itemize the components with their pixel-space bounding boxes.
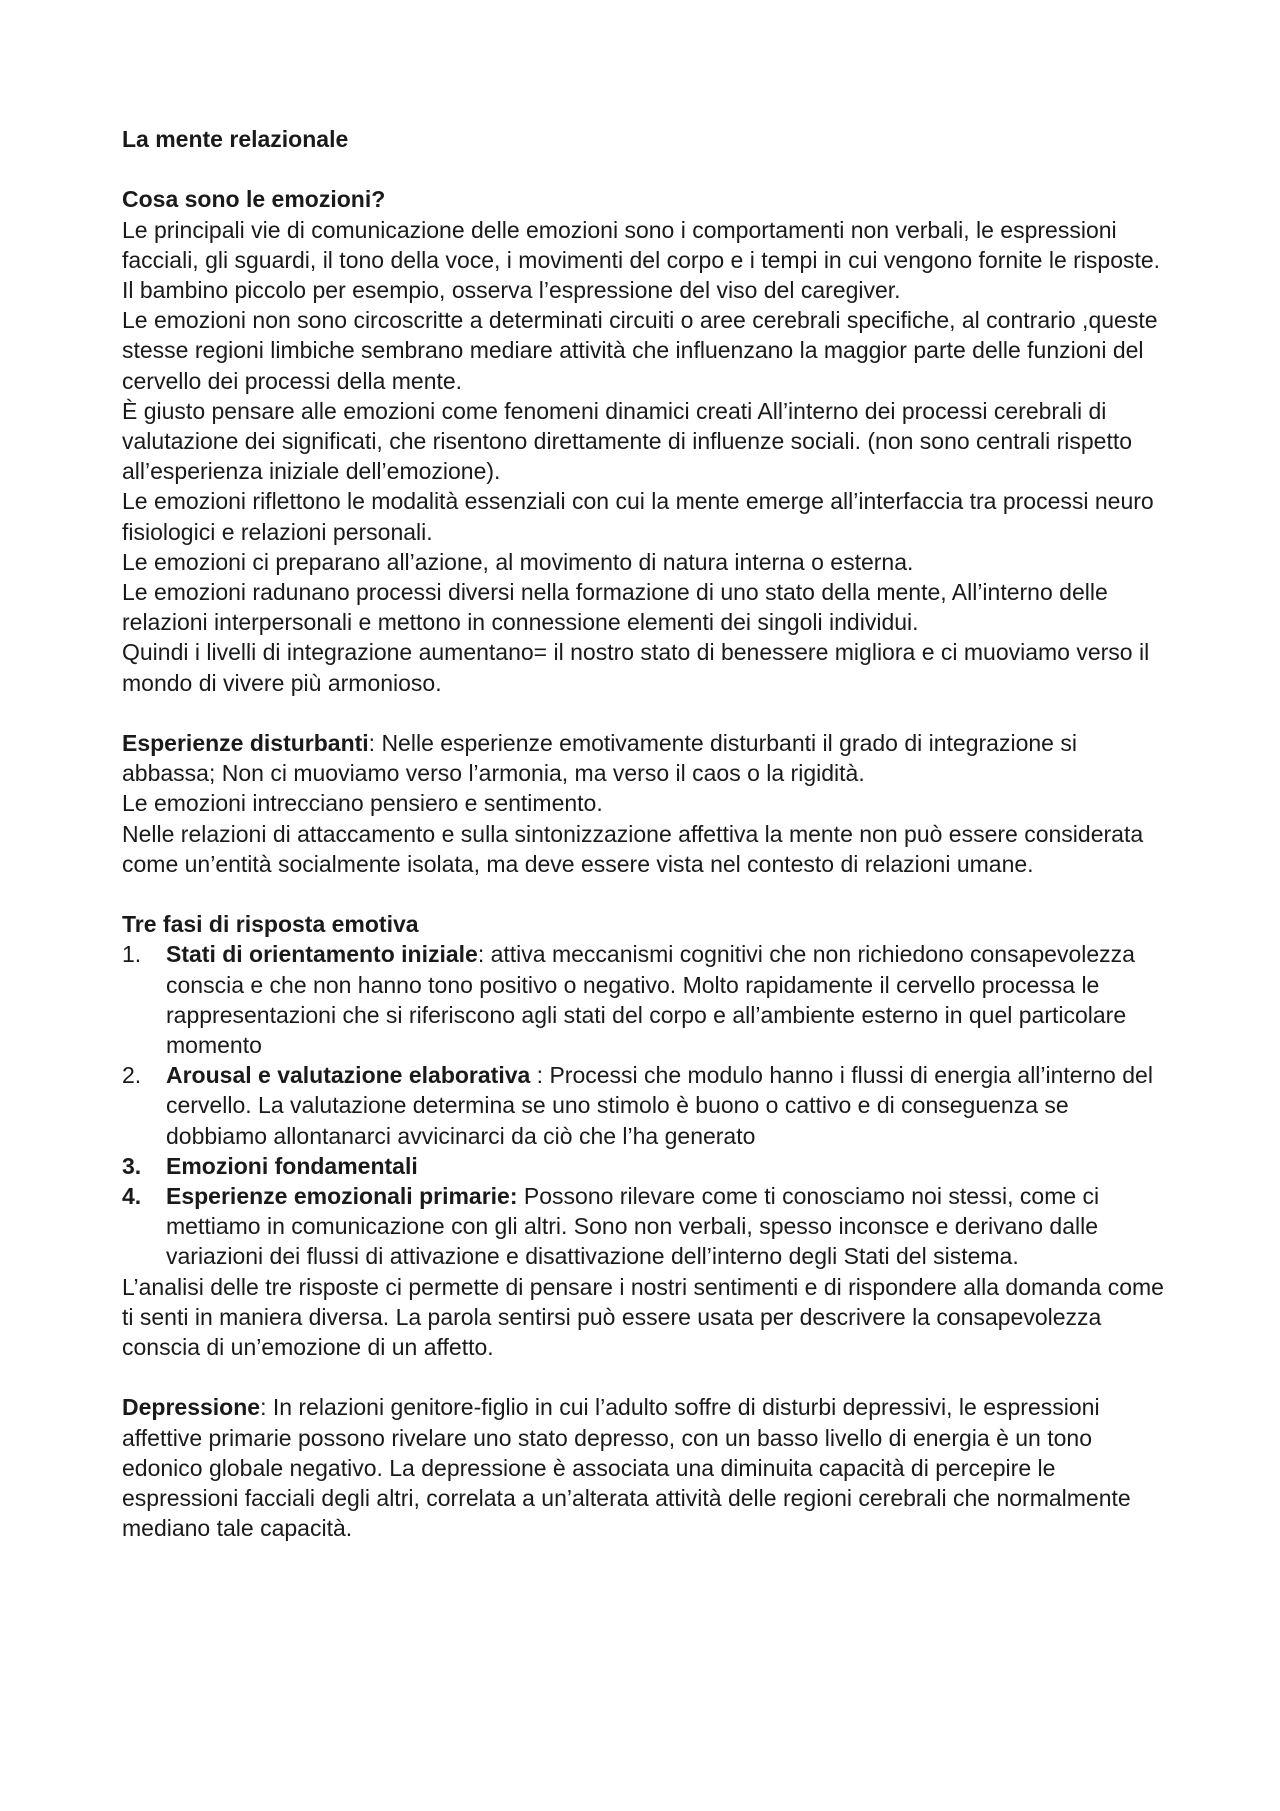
- term-label: Depressione: [122, 1394, 261, 1421]
- section-depressione: [122, 1392, 1172, 1543]
- paragraph: Le emozioni non sono circoscritte a determinati circuiti o aree cerebrali specifiche, al contrario ,queste stesse regioni limbiche sembrano mediare attività che influenzano la maggior parte delle funzioni del cervello dei processi della mente.: [122, 307, 1158, 394]
- term-text: : Nelle esperienze emotivamente disturbanti il grado di integrazione si abbassa; Non ci muoviamo verso l’armonia, ma verso il caos o la rigidità.: [122, 730, 1077, 787]
- section-tre-fasi: [122, 909, 1172, 1362]
- paragraph: L’analisi delle tre risposte ci permette di pensare i nostri sentimenti e di rispondere alla domanda come ti senti in maniera diversa. La parola sentirsi può essere usata per descrivere la consapevolezza conscia di un’emozione di un affetto.: [122, 1273, 1164, 1361]
- paragraph: Le emozioni intrecciano pensiero e sentimento.: [122, 790, 603, 817]
- paragraph: [122, 728, 1172, 788]
- paragraph: Nelle relazioni di attaccamento e sulla sintonizzazione affettiva la mente non può essere considerata come un’entità socialmente isolata, ma deve essere vista nel contesto di relazioni umane.: [122, 820, 1144, 877]
- term-label: Esperienze disturbanti: [122, 730, 369, 757]
- list-number: 3.: [122, 1152, 142, 1179]
- list-item: [122, 1151, 1172, 1181]
- section-esperienze-disturbanti: [122, 728, 1172, 879]
- term-label: Arousal e valutazione elaborativa: [166, 1062, 531, 1089]
- document-title: La mente relazionale: [122, 126, 349, 152]
- list-item: [122, 1060, 1172, 1151]
- list-number: 1.: [122, 941, 142, 968]
- paragraph: Le emozioni riflettono le modalità essenziali con cui la mente emerge all’interfaccia tra processi neuro fisiologici e relazioni personali.: [122, 488, 1154, 545]
- paragraph-gap: [122, 698, 1172, 728]
- section-heading: Tre fasi di risposta emotiva: [122, 911, 419, 938]
- paragraph: Le emozioni radunano processi diversi nella formazione di uno stato della mente, All’interno delle relazioni interpersonali e mettono in connessione elementi dei singoli individui.: [122, 579, 1108, 636]
- term-label: Esperienze emozionali primarie:: [166, 1183, 518, 1210]
- term-label: Emozioni fondamentali: [166, 1152, 418, 1179]
- paragraph: Il bambino piccolo per esempio, osserva l’espressione del viso del caregiver.: [122, 277, 901, 303]
- list-item: [122, 1181, 1172, 1272]
- paragraph-gap: [122, 879, 1172, 909]
- paragraph: Le emozioni ci preparano all’azione, al movimento di natura interna o esterna.: [122, 548, 914, 575]
- paragraph: Quindi i livelli di integrazione aumentano= il nostro stato di benessere migliora e ci muoviamo verso il mondo di vivere più armonioso.: [122, 639, 1150, 696]
- term-text: Possono rilevare come ti conosciamo noi stessi, come ci mettiamo in comunicazione con gli altri. Sono non verbali, spesso inconsce e derivano dalle variazioni dei flussi di attivazione e disattivazione dell’interno degli Stati del sistema.: [166, 1183, 1100, 1270]
- document-page: [122, 124, 1172, 1543]
- term-text: : In relazioni genitore-figlio in cui l’adulto soffre di disturbi depressivi, le espressioni affettive primarie possono rivelare uno stato depresso, con un basso livello di energia è un tono edonico globale negativo. La depressione è associata una diminuita capacità di percepire le espressioni facciali degli altri, correlata a un’alterata attività delle regioni cerebrali che normalmente mediano tale capacità.: [122, 1394, 1131, 1542]
- section-heading: Cosa sono le emozioni?: [122, 186, 386, 213]
- paragraph-gap: [122, 1362, 1172, 1392]
- term-label: Stati di orientamento iniziale: [166, 941, 478, 968]
- list-number: 4.: [122, 1183, 142, 1210]
- term-text: : Processi che modulo hanno i flussi di energia all’interno del cervello. La valutazione determina se uno stimolo è buono o cattivo e di conseguenza se dobbiamo allontanarci avvicinarci da ciò che l’ha generato: [166, 1062, 1153, 1149]
- paragraph: Le principali vie di comunicazione delle emozioni sono i comportamenti non verbali, le espressioni facciali, gli sguardi, il tono della voce, i movimenti del corpo e i tempi in cui vengono fornite le risposte.: [122, 216, 1161, 273]
- section-cosa-sono-le-emozioni: [122, 184, 1172, 697]
- list-number: 2.: [122, 1062, 142, 1089]
- list-item: [122, 939, 1172, 1060]
- phases-list: [122, 939, 1172, 1271]
- paragraph: È giusto pensare alle emozioni come fenomeni dinamici creati All’interno dei processi cerebrali di valutazione dei significati, che risentono direttamente di influenze sociali. (non sono centrali rispetto all’esperienza iniziale dell’emozione).: [122, 397, 1133, 485]
- paragraph: [122, 1392, 1172, 1543]
- term-text: : attiva meccanismi cognitivi che non richiedono consapevolezza conscia e che non hanno tono positivo o negativo. Molto rapidamente il cervello processa le rappresentazioni che si riferiscono agli stati del corpo e all’ambiente esterno in quel particolare momento: [166, 941, 1135, 1059]
